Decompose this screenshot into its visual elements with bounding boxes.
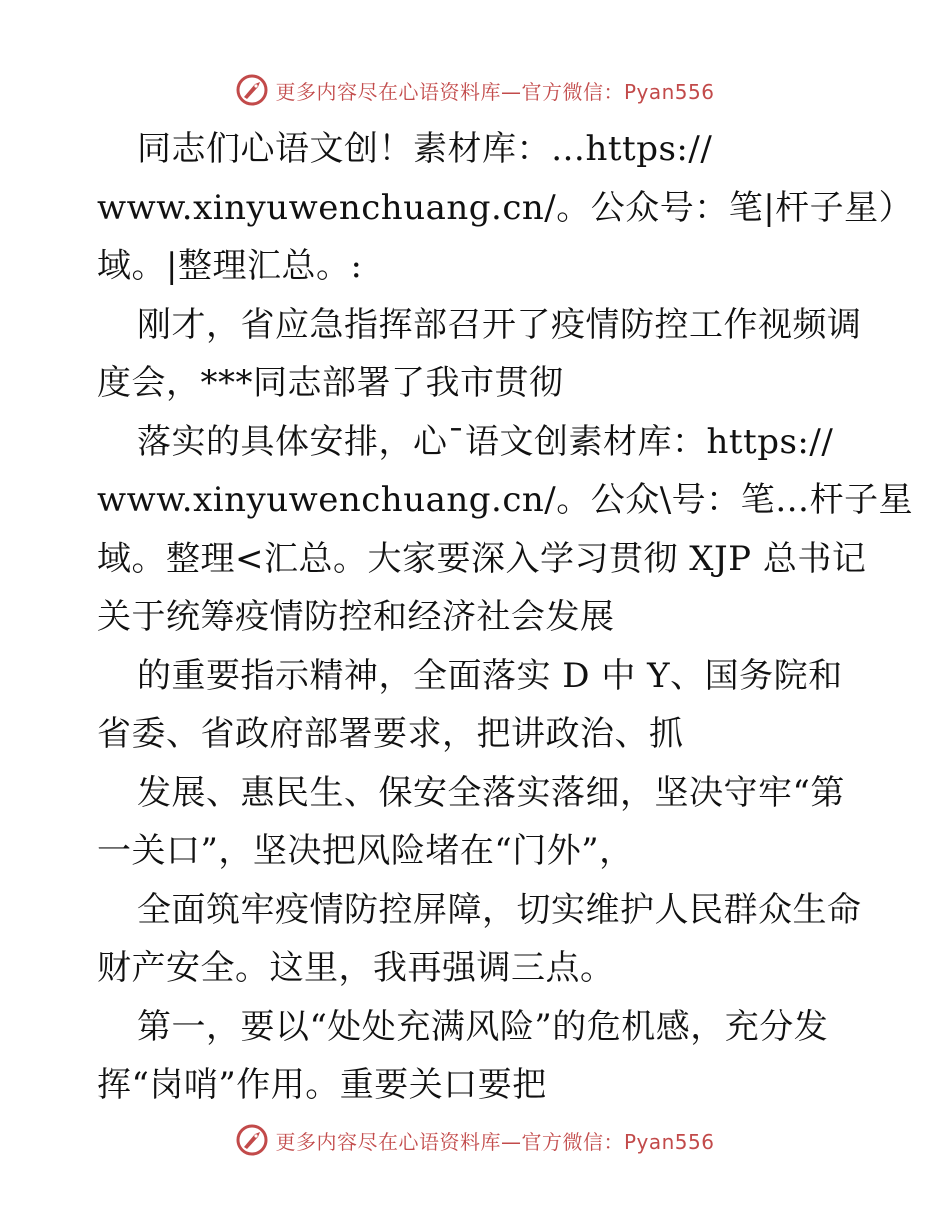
body-text-line: 刚才，省应急指挥部召开了疫情防控工作视频调	[137, 304, 862, 345]
body-text-line: 省委、省政府部署要求，把讲政治、抓	[97, 714, 684, 754]
body-text-line: 落实的具体安排，心¯语文创素材库：https://	[137, 421, 834, 462]
body-text-line: www.xinyuwenchuang.cn/。公众\号：笔…杆子星	[97, 480, 914, 520]
document-body	[97, 120, 914, 1115]
body-text-line: 财产安全。这里，我再强调三点。	[97, 948, 615, 988]
body-text-line: 域。|整理汇总。:	[97, 246, 363, 286]
body-text-line: 同志们心语文创！素材库：…https://	[137, 129, 713, 169]
footer-banner-text: 更多内容尽在心语资料库—官方微信：Pyan556	[275, 1129, 715, 1154]
body-text-line: 的重要指示精神，全面落实 D 中 Y、国务院和	[137, 655, 843, 696]
body-text-line: 度会，***同志部署了我市贯彻	[97, 363, 564, 403]
header-banner-text: 更多内容尽在心语资料库—官方微信：Pyan556	[275, 79, 715, 104]
body-text-line: www.xinyuwenchuang.cn/。公众号：笔|杆子星）	[97, 187, 914, 228]
body-text-line: 一关口”，坚决把风险堵在“门外”，	[97, 831, 634, 871]
body-text-line: 域。整理<汇总。大家要深入学习贯彻 XJP 总书记	[97, 538, 867, 579]
pen-nib-logo-icon	[235, 73, 269, 107]
body-text-line: 发展、惠民生、保安全落实落细，坚决守牢“第	[137, 772, 845, 813]
body-text-line: 第一，要以“处处充满风险”的危机感，充分发	[137, 1006, 829, 1047]
footer-banner	[0, 1120, 950, 1160]
header-banner	[0, 70, 950, 110]
body-text-line: 关于统筹疫情防控和经济社会发展	[97, 597, 615, 637]
pen-nib-logo-icon	[235, 1123, 269, 1157]
body-text-line: 全面筑牢疫情防控屏障，切实维护人民群众生命	[137, 889, 862, 930]
body-text-line: 挥“岗哨”作用。重要关口要把	[97, 1065, 547, 1105]
